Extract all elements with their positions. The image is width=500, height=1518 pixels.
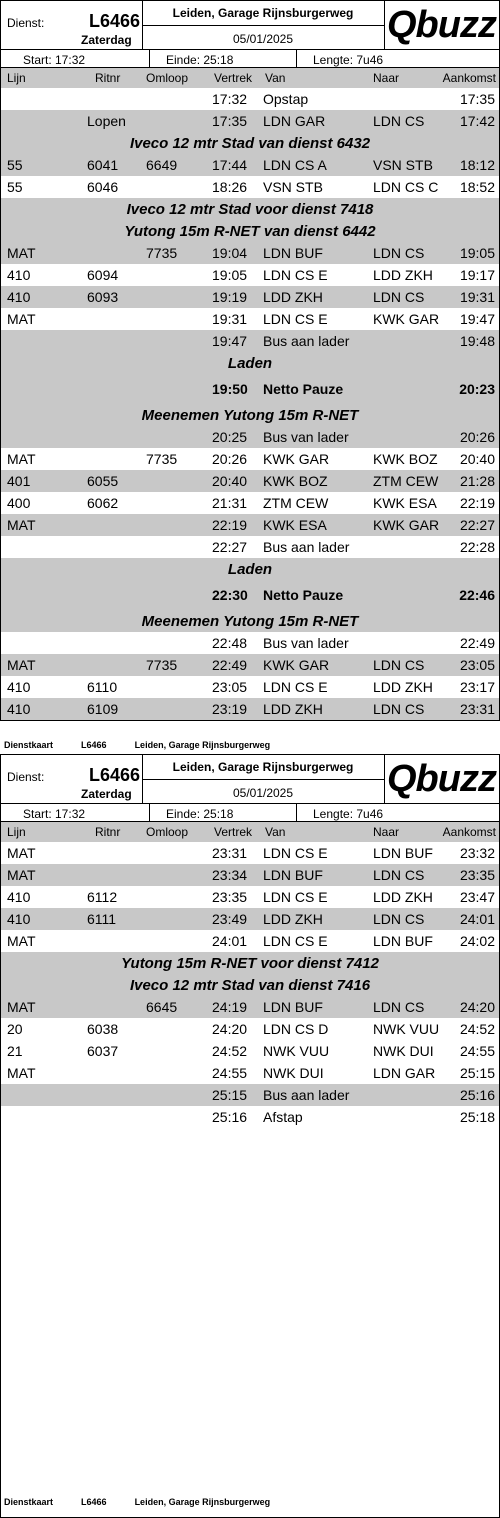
section-heading-text: Iveco 12 mtr Stad voor dienst 7418	[126, 201, 374, 218]
section-heading	[1, 558, 499, 580]
cell-vertrek: 19:31	[212, 311, 248, 327]
cell-aankomst: 24:20	[459, 999, 495, 1015]
cell-aankomst: 25:18	[459, 1109, 495, 1125]
cell-vertrek: 25:15	[212, 1087, 248, 1103]
cell-omloop: 7735	[146, 451, 178, 467]
table-row	[1, 654, 499, 676]
cell-van: NWK DUI	[263, 1065, 324, 1081]
garage-name: Leiden, Garage Rijnsburgerweg	[172, 760, 354, 774]
page-footer	[4, 1497, 298, 1507]
cell-vertrek: 25:16	[212, 1109, 248, 1125]
cell-van: Bus van lader	[263, 635, 349, 651]
cell-van: LDN BUF	[263, 999, 323, 1015]
column-header-row	[0, 822, 500, 842]
col-lijn: Lijn	[7, 825, 26, 839]
cell-van: Bus van lader	[263, 429, 349, 445]
footer-garage: Leiden, Garage Rijnsburgerweg	[134, 1497, 271, 1507]
duration: Lengte: 7u46	[313, 807, 384, 821]
cell-vertrek: 20:25	[212, 429, 248, 445]
cell-lijn: 410	[7, 911, 31, 927]
cell-lijn: MAT	[7, 517, 36, 533]
section-heading	[1, 952, 499, 974]
cell-aankomst: 23:47	[459, 889, 495, 905]
footer-label: Dienstkaart	[4, 740, 54, 750]
cell-vertrek: 22:27	[212, 539, 248, 555]
table-row	[1, 110, 499, 132]
cell-van: KWK GAR	[263, 657, 330, 673]
trip-table	[0, 842, 500, 1518]
pause-row	[1, 580, 499, 610]
cell-lijn: 410	[7, 679, 31, 695]
table-row	[1, 1106, 499, 1128]
table-row	[1, 154, 499, 176]
cell-vertrek: 19:05	[212, 267, 248, 283]
cell-aankomst: 23:05	[459, 657, 495, 673]
cell-lijn: MAT	[7, 451, 36, 467]
section-heading	[1, 352, 499, 374]
dienstkaart-page-1	[0, 0, 500, 721]
cell-naar: LDD ZKH	[373, 679, 433, 695]
cell-naar: LDN CS	[373, 113, 425, 129]
divider	[1, 49, 499, 50]
cell-aankomst: 17:42	[459, 113, 495, 129]
table-row	[1, 426, 499, 448]
cell-van: LDN CS E	[263, 933, 328, 949]
col-vertrek: Vertrek	[214, 71, 253, 85]
table-row	[1, 536, 499, 558]
table-row	[1, 864, 499, 886]
table-row	[1, 470, 499, 492]
cell-aankomst: 22:19	[459, 495, 495, 511]
cell-van: LDD ZKH	[263, 701, 323, 717]
cell-van: Bus aan lader	[263, 333, 350, 349]
cell-vertrek: 20:26	[212, 451, 248, 467]
cell-ritnr: 6093	[87, 289, 119, 305]
table-row	[1, 698, 499, 720]
cell-ritnr: 6038	[87, 1021, 119, 1037]
cell-van: LDD ZKH	[263, 289, 323, 305]
section-heading-text: Iveco 12 mtr Stad van dienst 7416	[129, 977, 371, 994]
cell-lijn: 55	[7, 179, 23, 195]
table-row	[1, 242, 499, 264]
cell-van: LDD ZKH	[263, 911, 323, 927]
date: 05/01/2025	[232, 32, 294, 46]
table-row	[1, 514, 499, 536]
cell-van: Bus aan lader	[263, 1087, 350, 1103]
dienst-label: Dienst:	[7, 16, 45, 30]
section-heading-text: Laden	[227, 355, 273, 372]
cell-naar: LDN CS	[373, 911, 425, 927]
cell-vertrek: 24:01	[212, 933, 248, 949]
cell-lijn: 410	[7, 289, 31, 305]
cell-naar: LDN GAR	[373, 1065, 436, 1081]
cell-naar: LDN CS C	[373, 179, 439, 195]
table-row	[1, 264, 499, 286]
cell-vertrek: 24:52	[212, 1043, 248, 1059]
cell-lijn: MAT	[7, 245, 36, 261]
divider	[142, 779, 384, 780]
cell-van: VSN STB	[263, 179, 323, 195]
cell-lijn: 401	[7, 473, 31, 489]
dienst-label: Dienst:	[7, 770, 45, 784]
table-row	[1, 1084, 499, 1106]
cell-aankomst: 19:47	[459, 311, 495, 327]
footer-label: Dienstkaart	[4, 1497, 54, 1507]
duration: Lengte: 7u46	[313, 53, 384, 67]
cell-lijn: MAT	[7, 657, 36, 673]
cell-van: LDN CS A	[263, 157, 327, 173]
cell-omloop: 6649	[146, 157, 178, 173]
divider	[1, 803, 499, 804]
date: 05/01/2025	[232, 786, 294, 800]
divider	[142, 25, 384, 26]
cell-van: LDN CS E	[263, 267, 328, 283]
card-header	[0, 754, 500, 822]
divider	[149, 49, 150, 68]
col-van: Van	[265, 71, 286, 85]
cell-vertrek: 23:05	[212, 679, 248, 695]
section-heading	[1, 198, 499, 220]
table-row	[1, 176, 499, 198]
cell-aankomst: 23:32	[459, 845, 495, 861]
pause-label: Netto Pauze	[263, 381, 344, 397]
section-heading-text: Yutong 15m R-NET van dienst 6442	[124, 223, 376, 240]
end-time: Einde: 25:18	[166, 53, 234, 67]
cell-vertrek: 23:49	[212, 911, 248, 927]
cell-vertrek: 23:35	[212, 889, 248, 905]
pause-start: 19:50	[212, 381, 248, 397]
cell-naar: NWK DUI	[373, 1043, 434, 1059]
cell-van: LDN CS D	[263, 1021, 329, 1037]
cell-lijn: MAT	[7, 311, 36, 327]
section-heading-text: Iveco 12 mtr Stad van dienst 6432	[129, 135, 371, 152]
cell-omloop: 6645	[146, 999, 178, 1015]
cell-van: KWK BOZ	[263, 473, 328, 489]
col-lijn: Lijn	[7, 71, 26, 85]
cell-aankomst: 25:16	[459, 1087, 495, 1103]
cell-van: LDN GAR	[263, 113, 326, 129]
dienst-id: L6466	[89, 765, 141, 785]
cell-van: NWK VUU	[263, 1043, 330, 1059]
start-time: Start: 17:32	[23, 53, 86, 67]
cell-vertrek: 17:44	[212, 157, 248, 173]
cell-vertrek: 21:31	[212, 495, 248, 511]
cell-aankomst: 19:17	[459, 267, 495, 283]
cell-lijn: MAT	[7, 1065, 36, 1081]
cell-van: Opstap	[263, 91, 309, 107]
table-row	[1, 308, 499, 330]
cell-vertrek: 22:48	[212, 635, 248, 651]
table-row	[1, 88, 499, 110]
cell-ritnr: 6046	[87, 179, 119, 195]
cell-lijn: MAT	[7, 845, 36, 861]
cell-ritnr: 6111	[87, 911, 117, 927]
cell-vertrek: 18:26	[212, 179, 248, 195]
section-heading	[1, 974, 499, 996]
cell-lijn: 21	[7, 1043, 23, 1059]
divider	[384, 755, 385, 803]
cell-naar: LDN BUF	[373, 845, 433, 861]
cell-naar: LDN BUF	[373, 933, 433, 949]
cell-lijn: 410	[7, 701, 31, 717]
table-row	[1, 448, 499, 470]
cell-aankomst: 25:15	[459, 1065, 495, 1081]
end-time: Einde: 25:18	[166, 807, 234, 821]
cell-vertrek: 23:34	[212, 867, 248, 883]
cell-ritnr: 6094	[87, 267, 119, 283]
section-heading	[1, 610, 499, 632]
cell-lijn: MAT	[7, 933, 36, 949]
footer-id: L6466	[81, 1497, 107, 1507]
col-ritnr: Ritnr	[95, 71, 121, 85]
cell-naar: LDN CS	[373, 657, 425, 673]
pause-end: 20:23	[459, 381, 495, 397]
cell-omloop: 7735	[146, 245, 178, 261]
cell-naar: NWK VUU	[373, 1021, 440, 1037]
section-heading	[1, 404, 499, 426]
cell-naar: LDN CS	[373, 289, 425, 305]
col-omloop: Omloop	[146, 71, 189, 85]
cell-van: LDN CS E	[263, 889, 328, 905]
start-time: Start: 17:32	[23, 807, 86, 821]
section-heading-text: Meenemen Yutong 15m R-NET	[141, 613, 359, 630]
cell-lijn: 410	[7, 267, 31, 283]
table-row	[1, 930, 499, 952]
cell-van: LDN CS E	[263, 845, 328, 861]
cell-naar: KWK GAR	[373, 311, 440, 327]
table-row	[1, 1040, 499, 1062]
divider	[149, 803, 150, 822]
cell-aankomst: 22:49	[459, 635, 495, 651]
cell-van: Bus aan lader	[263, 539, 350, 555]
cell-vertrek: 22:49	[212, 657, 248, 673]
cell-vertrek: 22:19	[212, 517, 248, 533]
divider	[296, 803, 297, 822]
cell-lijn: 410	[7, 889, 31, 905]
section-heading	[1, 132, 499, 154]
cell-van: Afstap	[263, 1109, 303, 1125]
cell-vertrek: 24:19	[212, 999, 248, 1015]
garage-name: Leiden, Garage Rijnsburgerweg	[172, 6, 354, 20]
col-aankomst: Aankomst	[442, 71, 496, 85]
column-header-row	[0, 68, 500, 88]
cell-naar: LDN CS	[373, 701, 425, 717]
cell-lijn: MAT	[7, 867, 36, 883]
footer-id: L6466	[81, 740, 107, 750]
pause-label: Netto Pauze	[263, 587, 344, 603]
cell-omloop: 7735	[146, 657, 178, 673]
table-row	[1, 886, 499, 908]
cell-aankomst: 19:31	[459, 289, 495, 305]
cell-vertrek: 24:20	[212, 1021, 248, 1037]
col-vertrek: Vertrek	[214, 825, 253, 839]
cell-vertrek: 20:40	[212, 473, 248, 489]
cell-ritnr: 6110	[87, 679, 118, 695]
dienstkaart-page-2	[0, 754, 500, 1518]
cell-aankomst: 22:27	[459, 517, 495, 533]
pause-end: 22:46	[459, 587, 495, 603]
cell-aankomst: 23:35	[459, 867, 495, 883]
table-row	[1, 286, 499, 308]
col-van: Van	[265, 825, 286, 839]
table-row	[1, 1018, 499, 1040]
section-heading-text: Yutong 15m R-NET voor dienst 7412	[121, 955, 379, 972]
cell-ritnr: Lopen	[87, 113, 126, 129]
divider	[296, 49, 297, 68]
cell-van: LDN BUF	[263, 245, 323, 261]
cell-van: KWK GAR	[263, 451, 330, 467]
cell-aankomst: 24:55	[459, 1043, 495, 1059]
cell-naar: ZTM CEW	[373, 473, 439, 489]
cell-vertrek: 19:19	[212, 289, 248, 305]
cell-vertrek: 23:31	[212, 845, 248, 861]
dienst-id: L6466	[89, 11, 141, 31]
col-naar: Naar	[373, 71, 400, 85]
cell-aankomst: 24:01	[459, 911, 495, 927]
table-row	[1, 996, 499, 1018]
table-row	[1, 330, 499, 352]
qbuzz-logo: Qbuzz	[387, 758, 496, 800]
cell-naar: LDN CS	[373, 867, 425, 883]
table-row	[1, 632, 499, 654]
cell-ritnr: 6041	[87, 157, 119, 173]
card-header	[0, 0, 500, 68]
section-heading-text: Meenemen Yutong 15m R-NET	[141, 407, 359, 424]
cell-vertrek: 19:47	[212, 333, 248, 349]
cell-vertrek: 19:04	[212, 245, 248, 261]
cell-aankomst: 19:48	[459, 333, 495, 349]
page-footer	[4, 740, 298, 750]
col-naar: Naar	[373, 825, 400, 839]
day-label: Zaterdag	[81, 33, 132, 47]
cell-naar: KWK GAR	[373, 517, 440, 533]
trip-table	[0, 88, 500, 721]
col-ritnr: Ritnr	[95, 825, 121, 839]
table-row	[1, 1062, 499, 1084]
cell-naar: KWK BOZ	[373, 451, 438, 467]
cell-aankomst: 20:40	[459, 451, 495, 467]
table-row	[1, 908, 499, 930]
section-heading	[1, 220, 499, 242]
cell-aankomst: 18:52	[459, 179, 495, 195]
cell-van: LDN BUF	[263, 867, 323, 883]
cell-aankomst: 24:02	[459, 933, 495, 949]
cell-ritnr: 6112	[87, 889, 118, 905]
cell-aankomst: 17:35	[459, 91, 495, 107]
cell-naar: VSN STB	[373, 157, 433, 173]
cell-lijn: MAT	[7, 999, 36, 1015]
cell-ritnr: 6062	[87, 495, 119, 511]
section-heading-text: Laden	[227, 561, 273, 578]
cell-vertrek: 17:32	[212, 91, 248, 107]
day-label: Zaterdag	[81, 787, 132, 801]
cell-van: ZTM CEW	[263, 495, 329, 511]
pause-start: 22:30	[212, 587, 248, 603]
cell-lijn: 400	[7, 495, 31, 511]
cell-ritnr: 6055	[87, 473, 119, 489]
cell-van: KWK ESA	[263, 517, 327, 533]
table-row	[1, 676, 499, 698]
cell-lijn: 20	[7, 1021, 23, 1037]
cell-vertrek: 23:19	[212, 701, 248, 717]
cell-ritnr: 6037	[87, 1043, 119, 1059]
pause-row	[1, 374, 499, 404]
cell-aankomst: 19:05	[459, 245, 495, 261]
cell-aankomst: 20:26	[459, 429, 495, 445]
table-row	[1, 842, 499, 864]
cell-naar: LDD ZKH	[373, 889, 433, 905]
footer-garage: Leiden, Garage Rijnsburgerweg	[134, 740, 271, 750]
cell-naar: LDD ZKH	[373, 267, 433, 283]
cell-van: LDN CS E	[263, 311, 328, 327]
cell-naar: LDN CS	[373, 999, 425, 1015]
cell-lijn: 55	[7, 157, 23, 173]
cell-van: LDN CS E	[263, 679, 328, 695]
col-omloop: Omloop	[146, 825, 189, 839]
col-aankomst: Aankomst	[442, 825, 496, 839]
cell-vertrek: 24:55	[212, 1065, 248, 1081]
qbuzz-logo: Qbuzz	[387, 4, 496, 46]
table-row	[1, 492, 499, 514]
cell-aankomst: 21:28	[459, 473, 495, 489]
cell-aankomst: 23:31	[459, 701, 495, 717]
cell-naar: LDN CS	[373, 245, 425, 261]
cell-aankomst: 24:52	[459, 1021, 495, 1037]
divider	[384, 1, 385, 49]
cell-aankomst: 22:28	[459, 539, 495, 555]
cell-naar: KWK ESA	[373, 495, 437, 511]
cell-vertrek: 17:35	[212, 113, 248, 129]
cell-ritnr: 6109	[87, 701, 119, 717]
cell-aankomst: 23:17	[459, 679, 495, 695]
cell-aankomst: 18:12	[459, 157, 495, 173]
